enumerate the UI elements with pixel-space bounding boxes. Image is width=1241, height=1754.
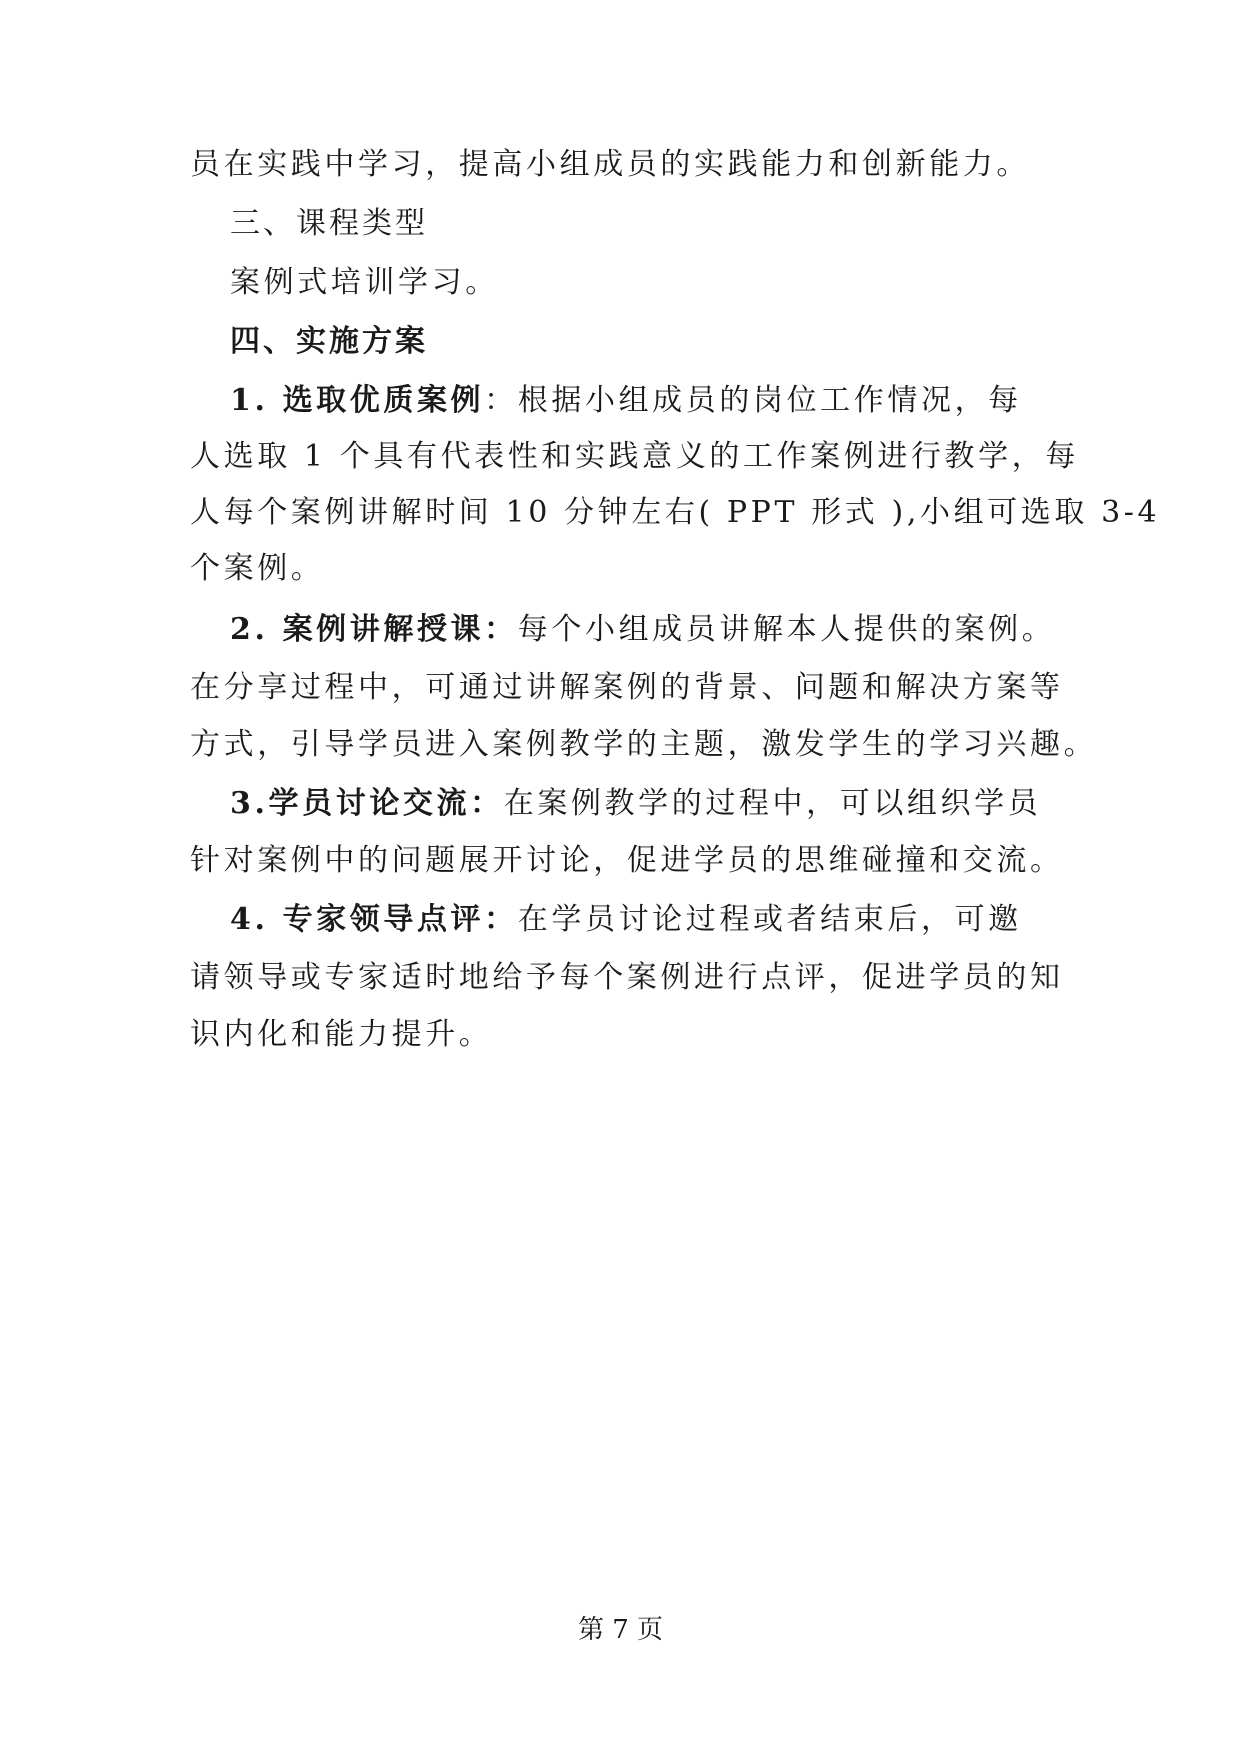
item-text: 在案例教学的过程中，可以组织学员	[503, 786, 1042, 821]
item-text: 每个小组成员讲解本人提供的案例。	[517, 612, 1056, 647]
item-text: ：根据小组成员的岗位工作情况，每	[484, 383, 1022, 418]
paragraph-line: 在分享过程中，可通过讲解案例的背景、问题和解决方案等	[190, 670, 1064, 705]
item-title: 3.学员讨论交流：	[230, 786, 504, 821]
item-text: 在学员讨论过程或者结束后，可邀	[517, 902, 1022, 937]
section-heading-course-type: 三、课程类型	[230, 206, 428, 241]
paragraph-line	[230, 900, 1110, 940]
paragraph-line	[230, 784, 1110, 824]
paragraph-line: 方式，引导学员进入案例教学的主题，激发学生的学习兴趣。	[190, 727, 1098, 762]
paragraph-line: 识内化和能力提升。	[190, 1017, 493, 1052]
item-title: 1. 选取优质案例	[230, 383, 485, 418]
paragraph-line: 员在实践中学习，提高小组成员的实践能力和创新能力。	[190, 147, 1030, 182]
paragraph-line	[230, 381, 1110, 421]
paragraph-line: 请领导或专家适时地给予每个案例进行点评，促进学员的知	[190, 960, 1064, 995]
paragraph-line	[230, 610, 1110, 650]
page-number: 第 7 页	[577, 1615, 664, 1645]
paragraph-line: 针对案例中的问题展开讨论，促进学员的思维碰撞和交流。	[190, 843, 1064, 878]
paragraph-line: 人选取 1 个具有代表性和实践意义的工作案例进行教学，每	[190, 439, 1079, 474]
paragraph-line: 案例式培训学习。	[230, 265, 499, 300]
paragraph-line: 个案例。	[190, 551, 325, 586]
item-title: 4. 专家领导点评：	[230, 902, 518, 937]
paragraph-line: 人每个案例讲解时间 10 分钟左右( PPT 形式 ),小组可选取 3-4	[190, 495, 1161, 530]
section-heading-implementation: 四、实施方案	[230, 324, 428, 359]
item-title: 2. 案例讲解授课：	[230, 612, 518, 647]
